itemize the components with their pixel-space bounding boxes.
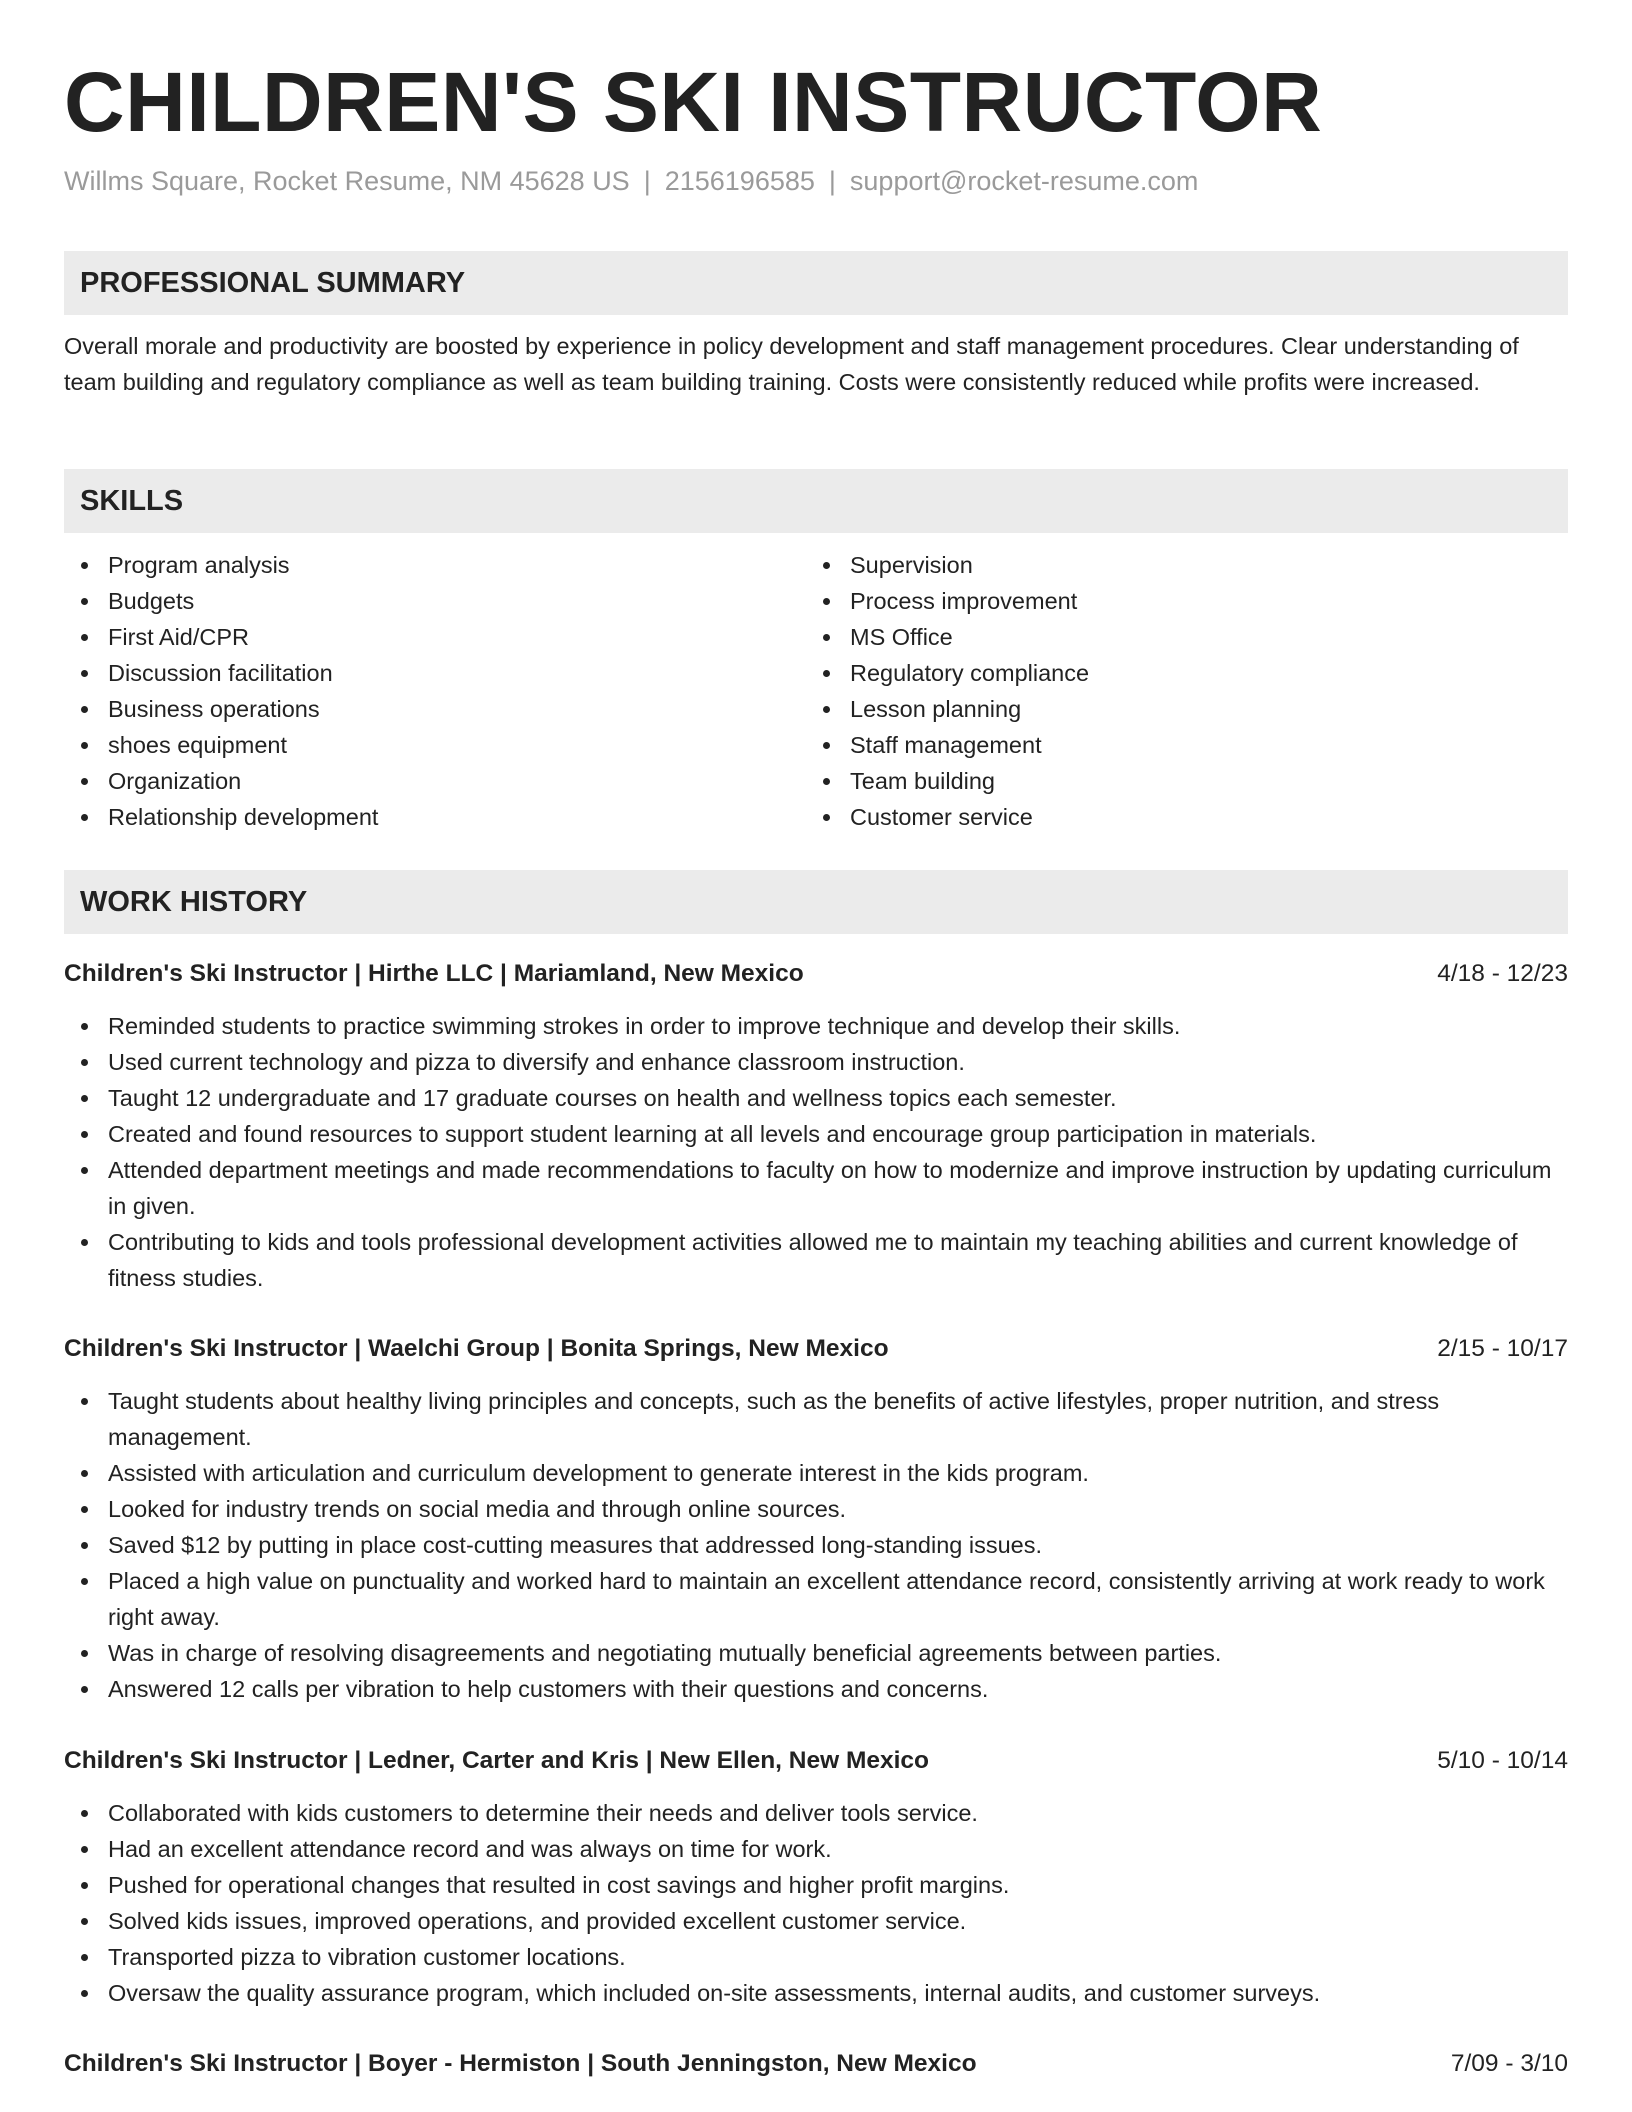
contact-email: support@rocket-resume.com <box>849 166 1199 196</box>
job-bullet: Saved $12 by putting in place cost-cutting measures that addressed long-standing issues. <box>64 1527 1568 1563</box>
job-title: Children's Ski Instructor | Boyer - Hermiston | South Jenningston, New Mexico <box>64 2050 977 2077</box>
job-header <box>64 1743 1568 1779</box>
job-dates: 5/10 - 10/14 <box>1437 1747 1568 1774</box>
job-bullet: Was in charge of resolving disagreements and negotiating mutually beneficial agreements between parties. <box>64 1635 1568 1671</box>
job-header <box>64 1331 1568 1367</box>
work-history-heading: WORK HISTORY <box>64 870 1568 934</box>
summary-heading: PROFESSIONAL SUMMARY <box>64 251 1568 315</box>
job-bullet: Pushed for operational changes that resulted in cost savings and higher profit margins. <box>64 1867 1568 1903</box>
job-bullets <box>64 1795 1568 2011</box>
skill-item: Program analysis <box>108 547 806 583</box>
summary-text: Overall morale and productivity are boosted by experience in policy development and staff management procedures. Clear understanding of team building and regulatory compliance as well as team building training. Costs were consistently reduced while profits were increased. <box>64 333 1519 395</box>
job-bullet: Used current technology and pizza to diversify and enhance classroom instruction. <box>64 1044 1568 1080</box>
job-dates: 7/09 - 3/10 <box>1450 2050 1568 2077</box>
job-entry <box>64 1743 1568 2011</box>
skill-item: Regulatory compliance <box>850 655 1548 691</box>
job-bullet: Reminded students to practice swimming strokes in order to improve technique and develop their skills. <box>64 1008 1568 1044</box>
skill-item: shoes equipment <box>108 727 806 763</box>
job-title: Children's Ski Instructor | Hirthe LLC | Mariamland, New Mexico <box>64 960 804 987</box>
job-bullet: Oversaw the quality assurance program, which included on-site assessments, internal audits, and customer surveys. <box>64 1975 1568 2011</box>
job-header <box>64 956 1568 992</box>
job-bullet: Transported pizza to vibration customer locations. <box>64 1939 1568 1975</box>
skill-item: Relationship development <box>108 799 806 835</box>
resume-name: CHILDREN'S SKI INSTRUCTOR <box>64 55 1323 149</box>
job-bullets <box>64 1008 1568 1296</box>
job-bullet: Contributing to kids and tools professional development activities allowed me to maintain my teaching abilities and current knowledge of fitness studies. <box>64 1224 1568 1296</box>
skill-item: Budgets <box>108 583 806 619</box>
job-bullet: Attended department meetings and made recommendations to faculty on how to modernize and improve instruction by updating curriculum in given. <box>64 1152 1568 1224</box>
skill-item: Organization <box>108 763 806 799</box>
contact-phone: 2156196585 <box>664 166 815 196</box>
job-entry <box>64 2046 1568 2098</box>
skills-column-right <box>806 547 1548 835</box>
job-bullet: Collaborated with kids customers to determine their needs and deliver tools service. <box>64 1795 1568 1831</box>
job-bullet: Looked for industry trends on social media and through online sources. <box>64 1491 1568 1527</box>
job-bullet: Created and found resources to support student learning at all levels and encourage group participation in materials. <box>64 1116 1568 1152</box>
skill-item: First Aid/CPR <box>108 619 806 655</box>
skills-heading: SKILLS <box>64 469 1568 533</box>
contact-separator: | <box>643 166 651 196</box>
job-dates: 4/18 - 12/23 <box>1437 960 1568 987</box>
job-title: Children's Ski Instructor | Ledner, Carter and Kris | New Ellen, New Mexico <box>64 1747 930 1774</box>
job-title: Children's Ski Instructor | Waelchi Group | Bonita Springs, New Mexico <box>64 1335 889 1362</box>
job-header <box>64 2046 1568 2082</box>
skill-item: Team building <box>850 763 1548 799</box>
skill-item: Discussion facilitation <box>108 655 806 691</box>
job-bullet: Had an excellent attendance record and was always on time for work. <box>64 1831 1568 1867</box>
job-bullet: Placed a high value on punctuality and worked hard to maintain an excellent attendance record, consistently arriving at work ready to work right away. <box>64 1563 1568 1635</box>
skill-item: Customer service <box>850 799 1548 835</box>
job-dates: 2/15 - 10/17 <box>1437 1335 1568 1362</box>
job-entry <box>64 956 1568 1296</box>
skill-item: Supervision <box>850 547 1548 583</box>
contact-separator: | <box>828 166 836 196</box>
job-entry <box>64 1331 1568 1707</box>
skill-item: Lesson planning <box>850 691 1548 727</box>
skill-item: MS Office <box>850 619 1548 655</box>
contact-address: Willms Square, Rocket Resume, NM 45628 US <box>64 166 630 196</box>
job-bullet: Solved kids issues, improved operations, and provided excellent customer service. <box>64 1903 1568 1939</box>
job-bullet: Taught students about healthy living principles and concepts, such as the benefits of active lifestyles, proper nutrition, and stress management. <box>64 1383 1568 1455</box>
job-bullet: Assisted with articulation and curriculum development to generate interest in the kids program. <box>64 1455 1568 1491</box>
skills-column-left <box>64 547 806 835</box>
skill-item: Business operations <box>108 691 806 727</box>
job-bullets <box>64 1383 1568 1707</box>
contact-line <box>64 166 1198 197</box>
skill-item: Staff management <box>850 727 1548 763</box>
skills-list <box>64 547 1568 835</box>
job-bullet: Answered 12 calls per vibration to help customers with their questions and concerns. <box>64 1671 1568 1707</box>
skill-item: Process improvement <box>850 583 1548 619</box>
job-bullet: Taught 12 undergraduate and 17 graduate courses on health and wellness topics each semester. <box>64 1080 1568 1116</box>
